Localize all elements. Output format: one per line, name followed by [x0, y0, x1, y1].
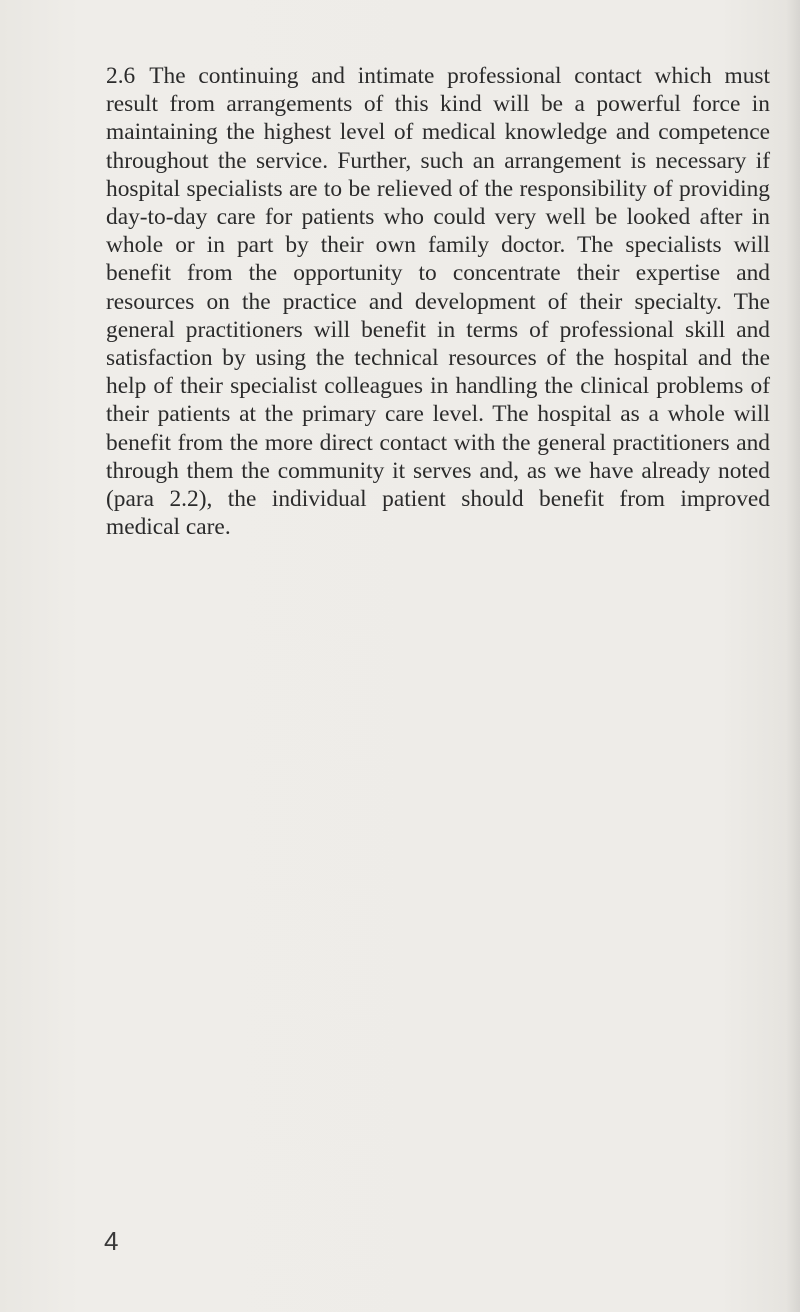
page-number: 4	[104, 1226, 119, 1256]
paragraph-text: The continuing and intimate professional contact which must result from arrangements of this kind will be a powerful force in maintaining the highest level of medical knowledge and competence throughout the service. Further, such an arrangement is necessary if hospital specialists are to be relieved of the responsibility of providing day-to-day care for patients who could very well be looked after in whole or in part by their own family doctor. The specialists will benefit from the opportunity to concentrate their expertise and resources on the practice and development of their specialty. The general practitioners will benefit in terms of professional skill and satisfaction by using the technical resources of the hospital and the help of their specialist colleagues in handling the clinical problems of their patients at the primary care level. The hospital as a whole will benefit from the more direct contact with the general practitioners and through them the community it serves and, as we have already noted (para 2.2), the individual patient should benefit from improved medical care.	[106, 63, 770, 541]
paragraph-number: 2.6	[106, 63, 136, 89]
paragraph-2-6	[106, 62, 770, 541]
page-edge-shadow	[786, 0, 800, 1312]
